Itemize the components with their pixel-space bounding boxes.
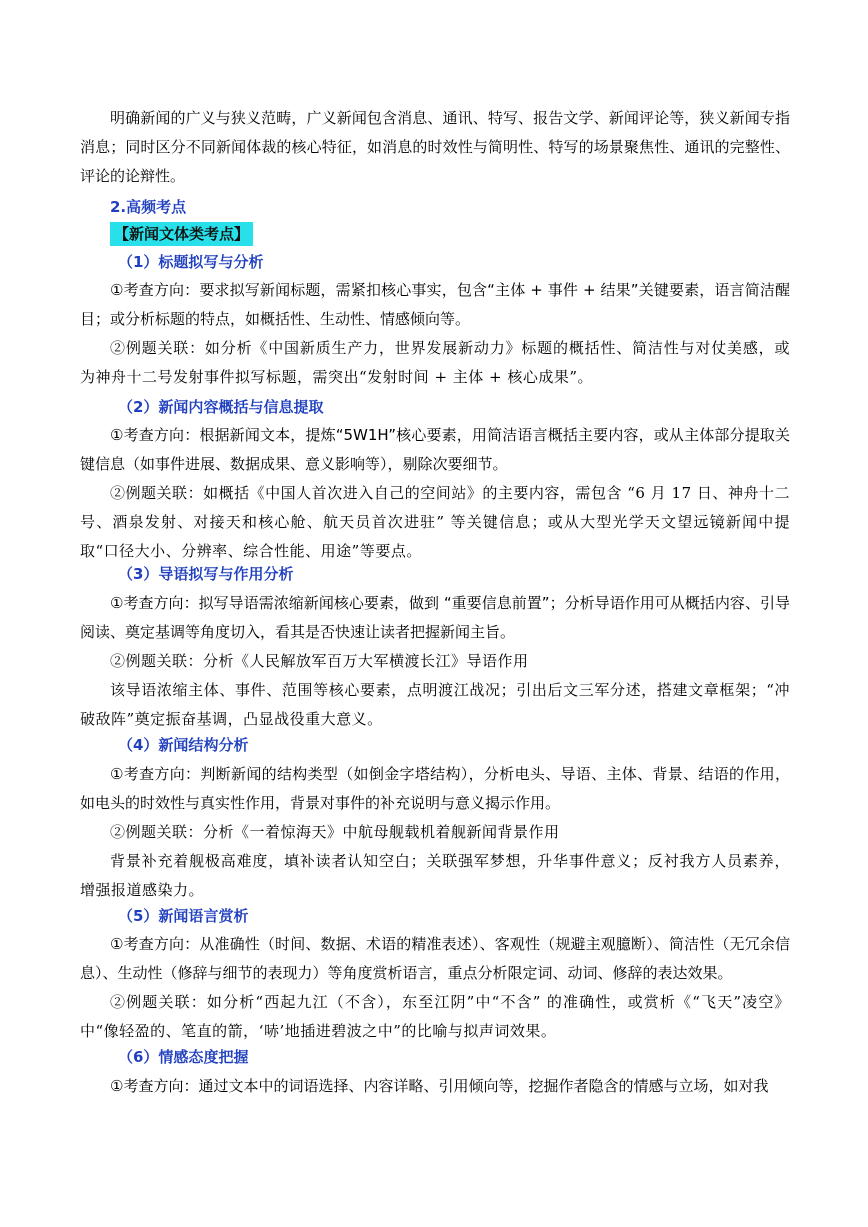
item-example-2: ②例题关联：如概括《中国人首次进入自己的空间站》的主要内容，需包含 “6 月 17 日、神舟十二号、酒泉发射、对接天和核心舱、航天员首次进驻” 等关键信息；或从大型光学天文望远镜新闻中提取“口径大小、分辨率、综合性能、用途”等要点。 [80, 484, 790, 560]
item-direction-2: ①考查方向：根据新闻文本，提炼“5W1H”核心要素，用简洁语言概括主要内容，或从主体部分提取关键信息（如事件进展、数据成果、意义影响等），剔除次要细节。 [80, 426, 790, 473]
item-extra-4: 背景补充着舰极高难度，填补读者认知空白；关联强军梦想，升华事件意义；反衬我方人员素养，增强报道感染力。 [80, 852, 790, 899]
section-title: 2.高频考点 [110, 198, 187, 216]
item-example-5: ②例题关联：如分析“西起九江（不含），东至江阴”中“不含” 的准确性，或赏析《“飞天”凌空》中“像轻盈的、笔直的箭，‘哧’地插进碧波之中”的比喻与拟声词效果。 [80, 993, 790, 1040]
item-heading-4: （4）新闻结构分析 [118, 736, 249, 754]
item-heading-3: （3）导语拟写与作用分析 [118, 565, 294, 583]
item-heading-2: （2）新闻内容概括与信息提取 [118, 398, 324, 416]
item-direction-3: ①考查方向：拟写导语需浓缩新闻核心要素，做到 “重要信息前置”；分析导语作用可从概括内容、引导阅读、奠定基调等角度切入，看其是否快速让读者把握新闻主旨。 [80, 594, 790, 641]
item-direction-6: ①考查方向：通过文本中的词语选择、内容详略、引用倾向等，挖掘作者隐含的情感与立场，如对我 [110, 1077, 769, 1095]
item-example-4: ②例题关联：分析《一着惊海天》中航母舰载机着舰新闻背景作用 [110, 823, 560, 841]
item-direction-1: ①考查方向：要求拟写新闻标题，需紧扣核心事实，包含“主体 + 事件 + 结果”关键要素，语言简洁醒目；或分析标题的特点，如概括性、生动性、情感倾向等。 [80, 281, 790, 328]
highlight-tag: 【新闻文体类考点】 [110, 222, 253, 246]
item-example-1: ②例题关联：如分析《中国新质生产力，世界发展新动力》标题的概括性、简洁性与对仗美感，或为神舟十二号发射事件拟写标题，需突出“发射时间 + 主体 + 核心成果”。 [80, 339, 790, 386]
item-direction-4: ①考查方向：判断新闻的结构类型（如倒金字塔结构），分析电头、导语、主体、背景、结语的作用，如电头的时效性与真实性作用，背景对事件的补充说明与意义揭示作用。 [80, 765, 790, 812]
item-direction-5: ①考查方向：从准确性（时间、数据、术语的精准表述）、客观性（规避主观臆断）、简洁性（无冗余信息）、生动性（修辞与细节的表现力）等角度赏析语言，重点分析限定词、动词、修辞的表达效果。 [80, 935, 790, 982]
item-heading-5: （5）新闻语言赏析 [118, 907, 249, 925]
item-heading-1: （1）标题拟写与分析 [118, 253, 264, 271]
item-heading-6: （6）情感态度把握 [118, 1048, 249, 1066]
intro-paragraph: 明确新闻的广义与狭义范畴，广义新闻包含消息、通讯、特写、报告文学、新闻评论等，狭义新闻专指消息；同时区分不同新闻体裁的核心特征，如消息的时效性与简明性、特写的场景聚焦性、通讯的完整性、评论的论辩性。 [80, 109, 790, 185]
item-example-3: ②例题关联：分析《人民解放军百万大军横渡长江》导语作用 [110, 652, 529, 670]
item-extra-3: 该导语浓缩主体、事件、范围等核心要素，点明渡江战况；引出后文三军分述，搭建文章框架；“冲破敌阵”奠定振奋基调，凸显战役重大意义。 [80, 681, 790, 728]
